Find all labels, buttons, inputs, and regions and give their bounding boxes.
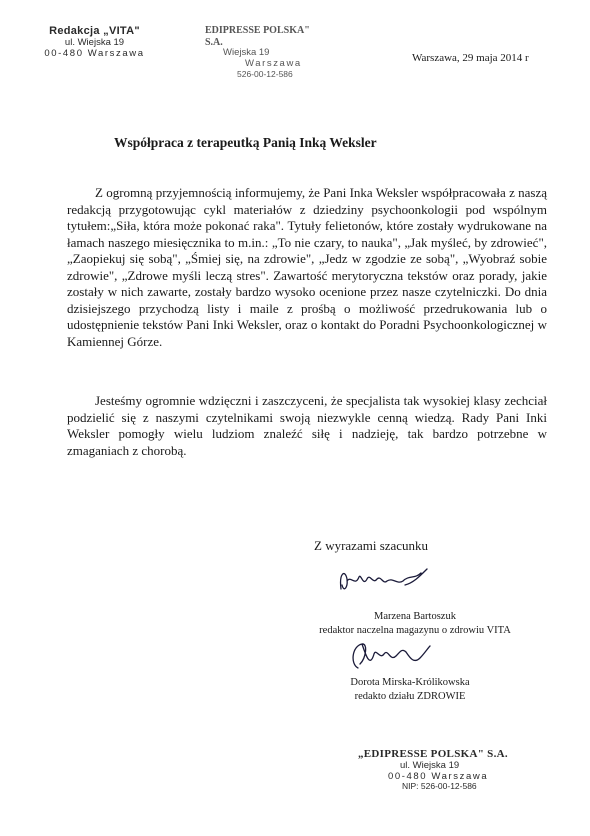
paragraph-2: Jesteśmy ogromnie wdzięczni i zaszczyceni, że specjalista tak wysokiej klasy zechciał podzielić się z naszymi czytelnikami swoją niezwykle cenną wiedzą. Rady Pani Inki Weksler pomogły wielu ludziom znaleźć siłę i nadzieję, tak bardzo potrzebne w zmaganiach z chorobą. — [67, 393, 547, 458]
stamp-company-name: EDIPRESSE POLSKA" S.A. — [205, 25, 310, 48]
letter-date: Warszawa, 29 maja 2014 r — [412, 52, 529, 64]
signature-1 — [335, 563, 435, 605]
signer-1 — [300, 610, 530, 638]
signer-2-name: Dorota Mirska-Królikowska — [350, 677, 470, 688]
signature-2 — [344, 638, 434, 674]
stamp-street: ul. Wiejska 19 — [64, 36, 125, 48]
stamp-city: 00-480 Warszawa — [44, 47, 145, 59]
stamp-name: Redakcja „VITA" — [49, 25, 140, 37]
closing-text: Z wyrazami szacunku — [314, 538, 429, 553]
stamp-company-street: Wiejska 19 — [223, 47, 270, 58]
paragraph-1: Z ogromną przyjemnością informujemy, że Pani Inka Weksler współpracowała z naszą redakcją przygotowując cykl materiałów z dziedziny psychoonkologii pod wspólnym tytułem:„Siła, która może pokonać raka". Tytuły felietonów, które zostały wydrukowane na łamach naszego miesięcznika to m.in.: „To nie czary, to nauka", „Jak myśleć, by zdrowieć", „Zaopiekuj się sobą", „Śmiej się, na zdrowie", „Jedz w zgodzie ze sobą", „Wyobraź sobie zdrowie", „Zdrowe myśli leczą stres". Zawartość merytoryczna tekstów oraz porady, jakie zostały w nich zawarte, zostały bardzo wysoko ocenione przez nasze czytelniczki. Do dnia dzisiejszego przychodzą listy i maile z prośbą o możliwość przedrukowania lub o udostępnienie tekstów Pani Inki Weksler, oraz o kontakt do Poradni Psychoonkologicznej w Kamiennej Górze. — [67, 185, 547, 349]
signer-1-role: redaktor naczelna magazynu o zdrowiu VITA — [319, 625, 511, 636]
signer-1-name: Marzena Bartoszuk — [374, 611, 456, 622]
letter-body — [67, 185, 547, 350]
signer-2-role: redakto działu ZDROWIE — [354, 691, 466, 702]
footer-stamp-name: „EDIPRESSE POLSKA" S.A. — [358, 748, 508, 760]
footer-stamp-street: ul. Wiejska 19 — [400, 759, 460, 771]
header-left-stamp — [37, 25, 152, 59]
header-company-stamp — [205, 25, 330, 80]
letter-body-2 — [67, 393, 547, 459]
footer-company-stamp — [358, 748, 508, 792]
stamp-company-city: Warszawa — [245, 57, 302, 69]
stamp-company-nip: 526-00-12-586 — [237, 68, 293, 79]
footer-stamp-city: 00-480 Warszawa — [388, 770, 489, 782]
letter-title: Współpraca z terapeutką Panią Inką Weksler — [114, 135, 377, 150]
footer-stamp-nip: NIP: 526-00-12-586 — [402, 781, 477, 792]
signer-2 — [320, 676, 500, 704]
